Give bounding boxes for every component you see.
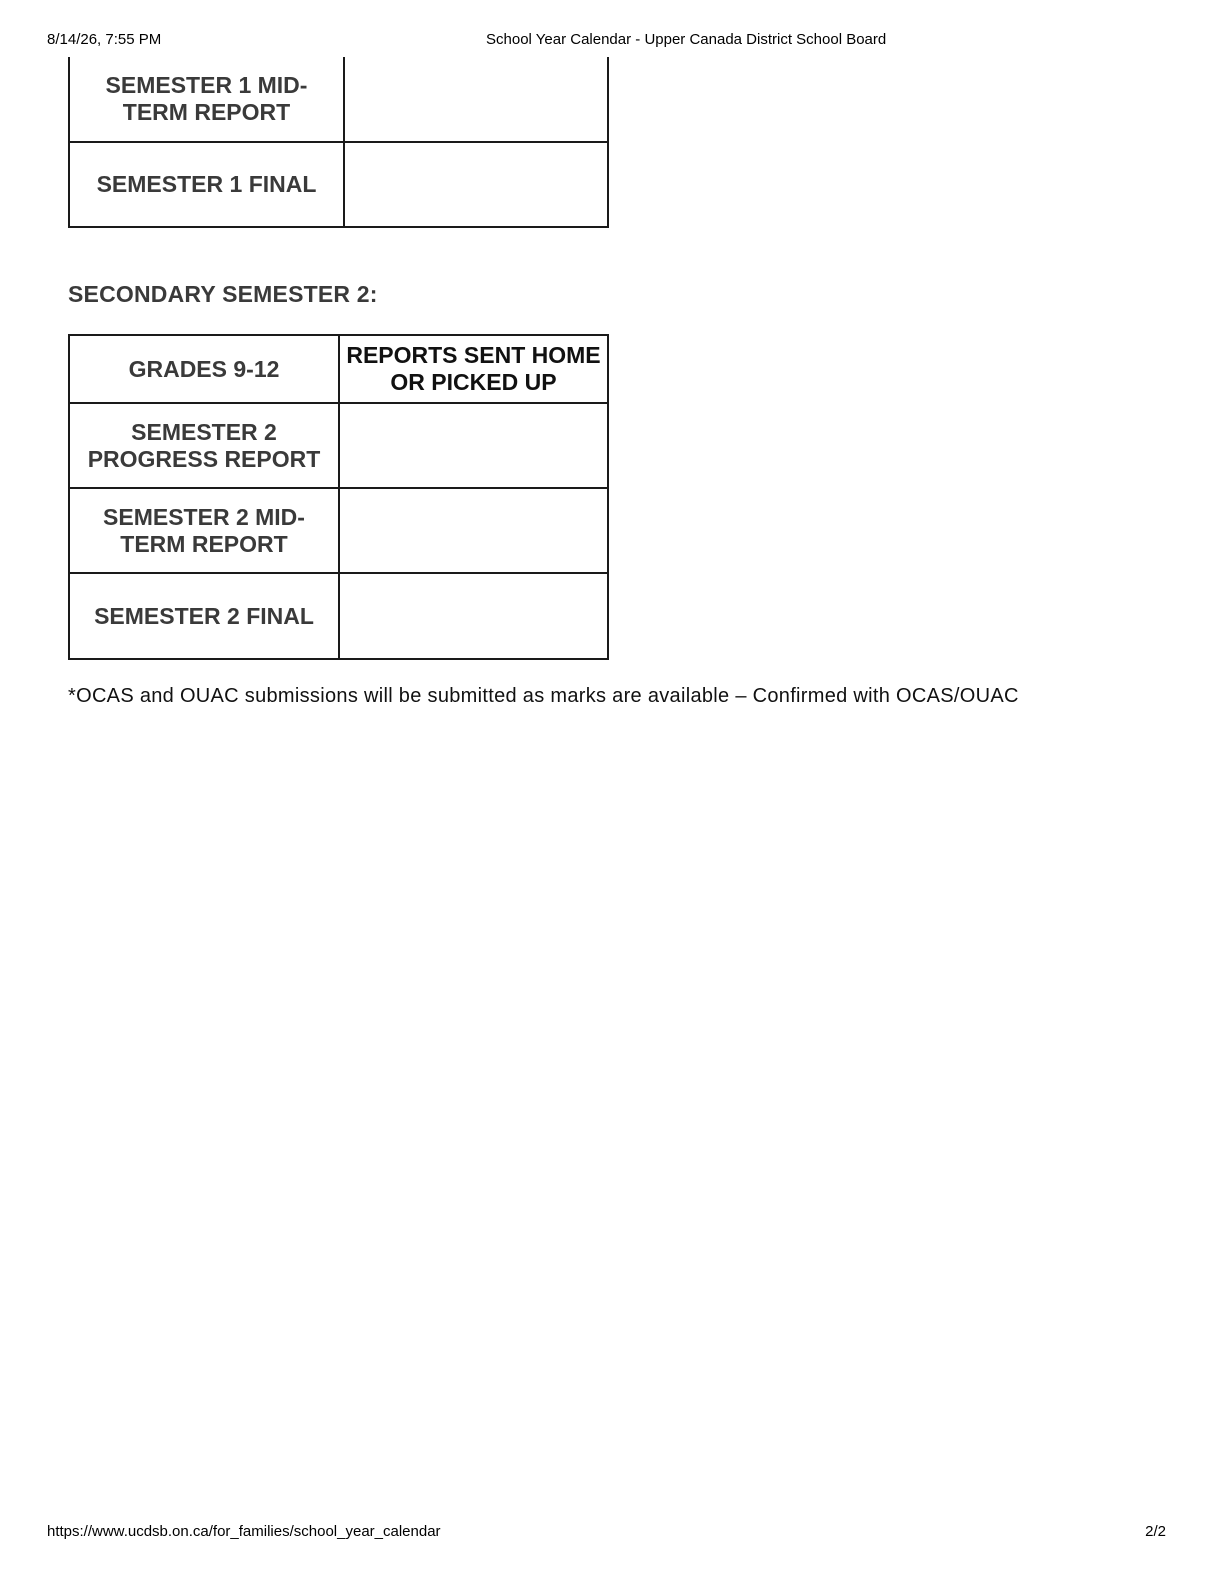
semester1-report-table	[68, 57, 609, 228]
row-value	[339, 573, 608, 659]
row-value	[344, 142, 608, 227]
semester2-report-table	[68, 334, 609, 660]
table-row	[69, 403, 608, 488]
table-row	[69, 573, 608, 659]
print-header-title: School Year Calendar - Upper Canada District School Board	[486, 31, 887, 48]
table-row	[69, 57, 608, 142]
row-value	[339, 488, 608, 573]
print-footer-page-number: 2/2	[1145, 1523, 1166, 1540]
row-label: SEMESTER 1 MID-TERM REPORT	[69, 57, 344, 142]
row-label: SEMESTER 2 MID-TERM REPORT	[69, 488, 339, 573]
table-header-row	[69, 335, 608, 403]
row-value	[344, 57, 608, 142]
row-label: SEMESTER 2 PROGRESS REPORT	[69, 403, 339, 488]
row-value	[339, 403, 608, 488]
header-grades: GRADES 9-12	[69, 335, 339, 403]
header-reports-sent: REPORTS SENT HOME OR PICKED UP	[339, 335, 608, 403]
section-title-semester2: SECONDARY SEMESTER 2:	[68, 281, 378, 307]
table-row	[69, 488, 608, 573]
print-footer-url: https://www.ucdsb.on.ca/for_families/school_year_calendar	[47, 1523, 441, 1540]
row-label: SEMESTER 1 FINAL	[69, 142, 344, 227]
print-header-datetime: 8/14/26, 7:55 PM	[47, 31, 162, 48]
table-row	[69, 142, 608, 227]
row-label: SEMESTER 2 FINAL	[69, 573, 339, 659]
footnote: *OCAS and OUAC submissions will be submitted as marks are available – Confirmed with OCAS/OUAC	[68, 685, 1019, 707]
